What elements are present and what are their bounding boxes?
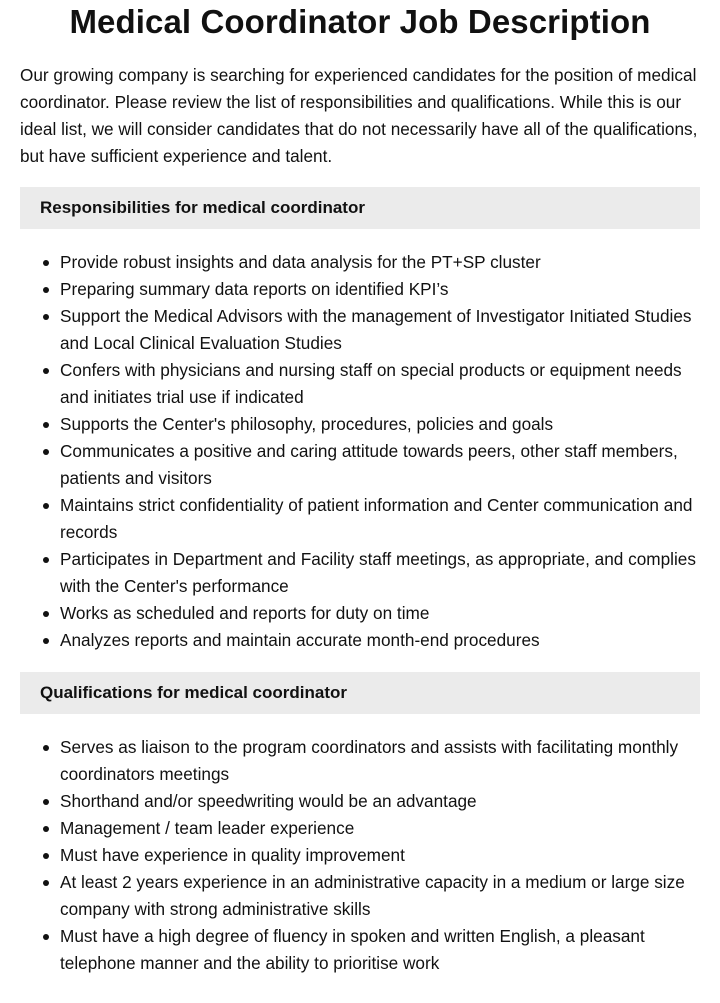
list-item: Management / team leader experience (60, 815, 700, 842)
list-item: Serves as liaison to the program coordinators and assists with facilitating monthly coordinators meetings (60, 734, 700, 788)
list-item: Participates in Department and Facility staff meetings, as appropriate, and complies with the Center's performance (60, 546, 700, 600)
responsibilities-heading: Responsibilities for medical coordinator (20, 187, 700, 229)
qualifications-list (20, 734, 700, 977)
list-item: Communicates a positive and caring attitude towards peers, other staff members, patients and visitors (60, 438, 700, 492)
list-item: Works as scheduled and reports for duty on time (60, 600, 700, 627)
list-item: Provide robust insights and data analysis for the PT+SP cluster (60, 249, 700, 276)
qualifications-heading: Qualifications for medical coordinator (20, 672, 700, 714)
list-item: Preparing summary data reports on identified KPI’s (60, 276, 700, 303)
list-item: Must have a high degree of fluency in spoken and written English, a pleasant telephone manner and the ability to prioritise work (60, 923, 700, 977)
page-title: Medical Coordinator Job Description (69, 3, 651, 40)
list-item: Supports the Center's philosophy, procedures, policies and goals (60, 411, 700, 438)
list-item: Confers with physicians and nursing staff on special products or equipment needs and initiates trial use if indicated (60, 357, 700, 411)
responsibilities-list (20, 249, 700, 654)
list-item: Must have experience in quality improvement (60, 842, 700, 869)
list-item: Shorthand and/or speedwriting would be an advantage (60, 788, 700, 815)
list-item: Analyzes reports and maintain accurate month-end procedures (60, 627, 700, 654)
list-item: Support the Medical Advisors with the management of Investigator Initiated Studies and Local Clinical Evaluation Studies (60, 303, 700, 357)
list-item: Maintains strict confidentiality of patient information and Center communication and records (60, 492, 700, 546)
intro-paragraph: Our growing company is searching for experienced candidates for the position of medical coordinator. Please review the list of responsibilities and qualifications. While this is our ideal list, we will consider candidates that do not necessarily have all of the qualifications, but have sufficient experience and talent. (20, 65, 698, 166)
list-item: At least 2 years experience in an administrative capacity in a medium or large size company with strong administrative skills (60, 869, 700, 923)
